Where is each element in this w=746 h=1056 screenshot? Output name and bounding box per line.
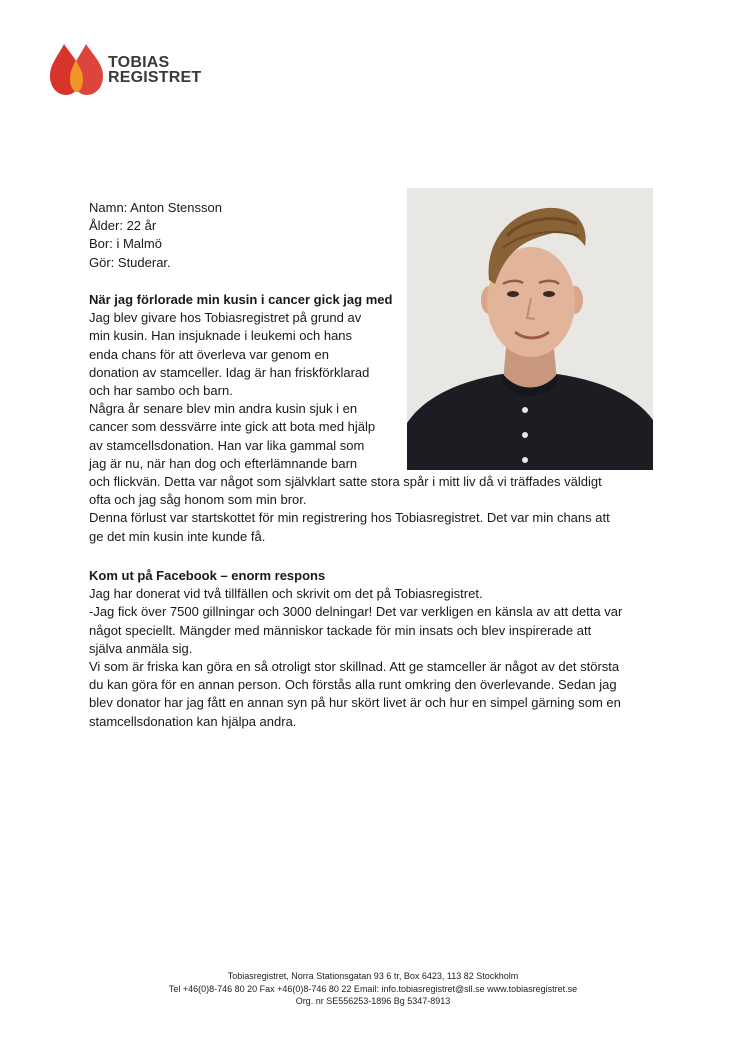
paragraph-line: donation av stamceller. Idag är han friskförklarad <box>89 364 370 380</box>
footer-address: Tobiasregistret, Norra Stationsgatan 93 6 tr, Box 6423, 113 82 Stockholm <box>227 971 519 981</box>
paragraph-line: och flickvän. Detta var något som självklart satte stora spår i mitt liv då vi träffades väldigt <box>89 474 602 490</box>
paragraph-line: stamcellsdonation kan hjälpa andra. <box>89 713 297 729</box>
paragraph-line: Jag blev givare hos Tobiasregistret på grund av <box>89 310 362 326</box>
logo-text-line1: TOBIAS <box>108 54 170 71</box>
footer-contact: Tel +46(0)8-746 80 20 Fax +46(0)8-746 80 22 Email: info.tobiasregistret@sll.se www.tobiasregistret.se <box>168 983 578 994</box>
paragraph-line: av stamcellsdonation. Han var lika gammal som <box>89 437 365 453</box>
paragraph-line: och har sambo och barn. <box>89 383 233 399</box>
paragraph-line: något speciellt. Mängder med människor tackade för min insats och blev inspirerade att <box>89 622 592 638</box>
paragraph-line: Några år senare blev min andra kusin sjuk i en <box>89 401 358 417</box>
bio-occupation: Gör: Studerar. <box>89 254 171 270</box>
footer-org-number: Org. nr SE556253-1896 Bg 5347-8913 <box>295 996 451 1006</box>
paragraph-line: ofta och jag såg honom som min bror. <box>89 492 307 508</box>
paragraph-line: jag är nu, när han dog och efterlämnande barn <box>89 455 358 471</box>
bio-age: Ålder: 22 år <box>89 218 157 234</box>
paragraph-line: -Jag fick över 7500 gillningar och 3000 delningar! Det var verkligen en känsla av att detta var <box>89 604 623 620</box>
tobiasregistret-logo <box>48 42 202 98</box>
paragraph-line: själva anmäla sig. <box>89 640 193 656</box>
page-footer <box>0 970 746 1008</box>
blood-drop-icon <box>48 42 108 98</box>
paragraph-line: blev donator har jag fått en annan syn på hur skört livet är och hur en simpel gärning som en <box>89 695 621 711</box>
paragraph-line: Jag har donerat vid två tillfällen och skrivit om det på Tobiasregistret. <box>89 586 483 602</box>
paragraph-line: du kan göra för en annan person. Och förstås alla runt omkring den överlevande. Sedan jag <box>89 677 617 693</box>
paragraph-line: cancer som dessvärre inte gick att bota med hjälp <box>89 419 376 435</box>
paragraph-line: enda chans för att överleva var genom en <box>89 346 329 362</box>
bio-lives: Bor: i Malmö <box>89 236 162 252</box>
paragraph-line: ge det min kusin inte kunde få. <box>89 528 266 544</box>
section-2-heading: Kom ut på Facebook – enorm respons <box>89 568 326 583</box>
bio-details <box>89 199 409 272</box>
paragraph-line: Denna förlust var startskottet för min registrering hos Tobiasregistret. Det var min chans att <box>89 510 610 526</box>
logo-text-line2: REGISTRET <box>108 69 202 86</box>
story-section-1 <box>89 291 610 546</box>
paragraph-line: min kusin. Han insjuknade i leukemi och hans <box>89 328 353 344</box>
bio-name: Namn: Anton Stensson <box>89 200 222 215</box>
story-section-2 <box>89 567 622 731</box>
paragraph-line: Vi som är friska kan göra en så otroligt stor skillnad. Att ge stamceller är något av det största <box>89 659 620 675</box>
section-1-heading: När jag förlorade min kusin i cancer gick jag med <box>89 292 393 307</box>
